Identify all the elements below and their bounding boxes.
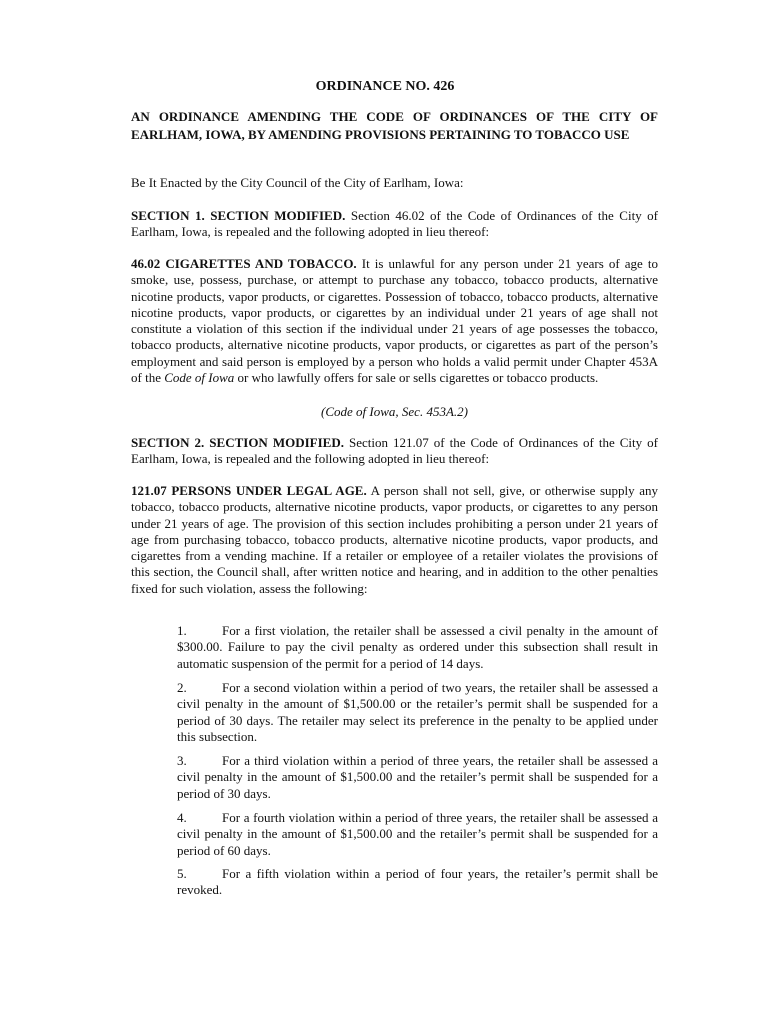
penalty-item-1 [177,623,658,672]
penalty-item-number: 3. [177,753,187,768]
section-121-07-text: A person shall not sell, give, or otherwise supply any tobacco, tobacco products, alternative nicotine products, vapor products, or cigarettes to any person under 21 years of age. The provision of this section includes prohibiting a person under 21 years of age from purchasing tobacco, tobacco products, alternative nicotine products, vapor products, and cigarettes from a vending machine. If a retailer or employee of a retailer violates the provisions of this section, the Council shall, after written notice and hearing, and in addition to the other penalties fixed for such violation, assess the following: [131,483,658,596]
penalty-item-text: For a fourth violation within a period of three years, the retailer shall be assessed a civil penalty in the amount of $1,500.00 and the retailer’s permit shall be suspended for a period of 60 days. [177,810,658,858]
ordinance-heading: AN ORDINANCE AMENDING THE CODE OF ORDINANCES OF THE CITY OF EARLHAM, IOWA, BY AMENDING PROVISIONS PERTAINING TO TOBACCO USE [131,109,658,142]
section-121-07-label: 121.07 PERSONS UNDER LEGAL AGE. [131,483,367,498]
penalty-item-text: For a first violation, the retailer shall be assessed a civil penalty in the amount of $300.00. Failure to pay the civil penalty as ordered under this subsection shall result in automatic suspension of the permit for a period of 14 days. [177,623,658,671]
section-46-02-paragraph [131,256,658,386]
penalty-item-text: For a third violation within a period of three years, the retailer shall be assessed a civil penalty in the amount of $1,500.00 and the retailer’s permit shall be suspended for a period of 30 days. [177,753,658,801]
enactment-clause: Be It Enacted by the City Council of the City of Earlham, Iowa: [131,175,464,190]
penalty-item-5 [177,866,658,899]
penalty-item-number: 2. [177,680,187,695]
section-46-02-label: 46.02 CIGARETTES AND TOBACCO. [131,256,357,271]
code-of-iowa-reference: Code of Iowa [164,370,235,386]
section-121-07-paragraph [131,483,658,597]
penalty-item-number: 1. [177,623,187,638]
section-46-02-text-a: It is unlawful for any person under 21 years of age to smoke, use, possess, purchase, or attempt to purchase any tobacco, tobacco products, alternative nicotine products, vapor products, or cigarettes. Possession of tobacco, tobacco products, alternative nicotine products, vapor products, or cigarettes by an individual under 21 years of age shall not constitute a violation of this section if the individual under 21 years of age possesses the tobacco, tobacco products, alternative nicotine products, vapor products, or cigarettes as part of the person’s employment and said person is employed by a person who holds a valid permit under Chapter 453A of the [131,256,658,386]
ordinance-title: ORDINANCE NO. 426 [315,79,455,94]
penalty-item-2 [177,680,658,745]
section-1-paragraph [131,208,658,241]
penalty-item-number: 5. [177,866,187,881]
section-46-02-citation: (Code of Iowa, Sec. 453A.2) [321,404,468,419]
penalty-item-3 [177,753,658,802]
penalty-item-text: For a fifth violation within a period of four years, the retailer’s permit shall be revoked. [177,866,658,898]
section-2-paragraph [131,435,658,468]
section-46-02-text-b: or who lawfully offers for sale or sells cigarettes or tobacco products. [234,370,599,386]
section-2-label: SECTION 2. SECTION MODIFIED. [131,435,344,450]
section-1-label: SECTION 1. SECTION MODIFIED. [131,208,346,223]
penalty-item-text: For a second violation within a period of two years, the retailer shall be assessed a civil penalty in the amount of $1,500.00 or the retailer’s permit shall be suspended for a period of 30 days. The retailer may select its preference in the penalty to be applied under this subsection. [177,680,658,744]
penalty-item-4 [177,810,658,859]
section-1-text: Section 46.02 of the Code of Ordinances of the City of Earlham, Iowa, is repealed and the following adopted in lieu thereof: [131,208,658,240]
section-2-text: Section 121.07 of the Code of Ordinances of the City of Earlham, Iowa, is repealed and the following adopted in lieu thereof: [131,435,659,467]
penalty-item-number: 4. [177,810,187,825]
